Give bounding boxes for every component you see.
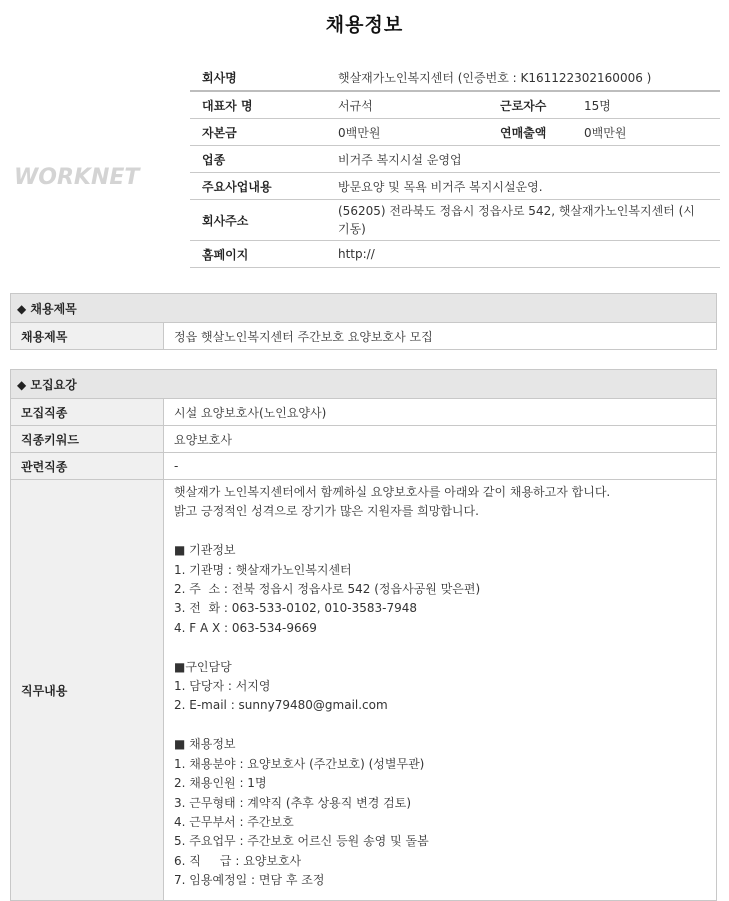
duty-line: ■ 채용정보: [174, 737, 236, 752]
duty-line: 2. E-mail : sunny79480@gmail.com: [174, 698, 388, 713]
company-info-table: [190, 64, 720, 268]
sales-value: 0백만원: [572, 119, 720, 146]
duty-line: 6. 직 급 : 요양보호사: [174, 853, 302, 868]
duty-line: 밝고 긍정적인 성격으로 장기가 많은 지원자를 희망합니다.: [174, 504, 479, 519]
duty-line: 4. F A X : 063-534-9669: [174, 620, 317, 635]
capital-value: 0백만원: [326, 119, 500, 146]
capital-label: 자본금: [190, 119, 326, 146]
company-name-value: 햇살재가노인복지센터 (인증번호 : K161122302160006 ): [326, 64, 720, 91]
job-keyword-value: 요양보호사: [164, 426, 717, 453]
address-value: (56205) 전라북도 정읍시 정읍사로 542, 햇살재가노인복지센터 (시기동): [326, 200, 720, 241]
business-label: 주요사업내용: [190, 173, 326, 200]
business-value: 방문요양 및 목욕 비거주 복지시설운영.: [326, 173, 720, 200]
duty-line: 4. 근무부서 : 주간보호: [174, 814, 294, 829]
recruit-title-section: [10, 293, 717, 350]
workers-value: 15명: [572, 91, 720, 119]
logo-text: WORKNET: [14, 165, 140, 190]
worknet-logo: [14, 160, 166, 190]
requirements-section: [10, 369, 717, 901]
company-row-ceo: [190, 91, 720, 119]
recruit-title-value: 정읍 햇살노인복지센터 주간보호 요양보호사 모집: [164, 323, 717, 350]
address-label: 회사주소: [190, 200, 326, 241]
duty-line: 2. 채용인원 : 1명: [174, 776, 267, 791]
workers-label: 근로자수: [500, 91, 572, 119]
company-name-label: 회사명: [190, 64, 326, 91]
duty-blank-line: [174, 638, 706, 657]
requirements-header: ◆ 모집요강: [11, 370, 717, 399]
duty-line: 3. 근무형태 : 계약직 (추후 상용직 변경 검토): [174, 795, 412, 810]
duty-line: 3. 전 화 : 063-533-0102, 010-3583-7948: [174, 601, 418, 616]
company-row-business: [190, 173, 720, 200]
related-job-value: -: [164, 453, 717, 480]
duty-label: 직무내용: [11, 480, 164, 901]
company-row-address: [190, 200, 720, 241]
homepage-link[interactable]: http://: [326, 241, 720, 268]
ceo-label: 대표자 명: [190, 91, 326, 119]
company-row-capital: [190, 119, 720, 146]
company-row-homepage: [190, 241, 720, 268]
homepage-label: 홈페이지: [190, 241, 326, 268]
duty-line: 5. 주요업무 : 주간보호 어르신 등원 송영 및 돌봄: [174, 834, 429, 849]
duty-line: 7. 임용예정일 : 면담 후 조정: [174, 873, 325, 888]
duty-line: ■ 기관정보: [174, 543, 236, 558]
ceo-value: 서규석: [326, 91, 500, 119]
company-row-name: [190, 64, 720, 91]
related-job-label: 관련직종: [11, 453, 164, 480]
sales-label: 연매출액: [500, 119, 572, 146]
duty-blank-line: [174, 522, 706, 541]
recruit-title-label: 채용제목: [11, 323, 164, 350]
duty-line: 1. 채용분야 : 요양보호사 (주간보호) (성별무관): [174, 756, 425, 771]
duty-line: 1. 기관명 : 햇살재가노인복지센터: [174, 562, 352, 577]
industry-value: 비거주 복지시설 운영업: [326, 146, 720, 173]
duty-content: [164, 480, 717, 901]
duty-line: 햇살재가 노인복지센터에서 함께하실 요양보호사를 아래와 같이 채용하고자 합니다.: [174, 485, 611, 499]
duty-line: 1. 담당자 : 서지영: [174, 679, 271, 694]
company-row-industry: [190, 146, 720, 173]
job-type-value: 시설 요양보호사(노인요양사): [164, 399, 717, 426]
job-type-label: 모집직종: [11, 399, 164, 426]
duty-line: 2. 주 소 : 전북 정읍시 정읍사로 542 (정읍사공원 맞은편): [174, 582, 481, 597]
job-keyword-label: 직종키워드: [11, 426, 164, 453]
industry-label: 업종: [190, 146, 326, 173]
recruit-title-header: ◆ 채용제목: [11, 294, 717, 323]
duty-line: ■구인담당: [174, 659, 232, 674]
duty-blank-line: [174, 716, 706, 735]
page-title: 채용정보: [325, 14, 404, 36]
